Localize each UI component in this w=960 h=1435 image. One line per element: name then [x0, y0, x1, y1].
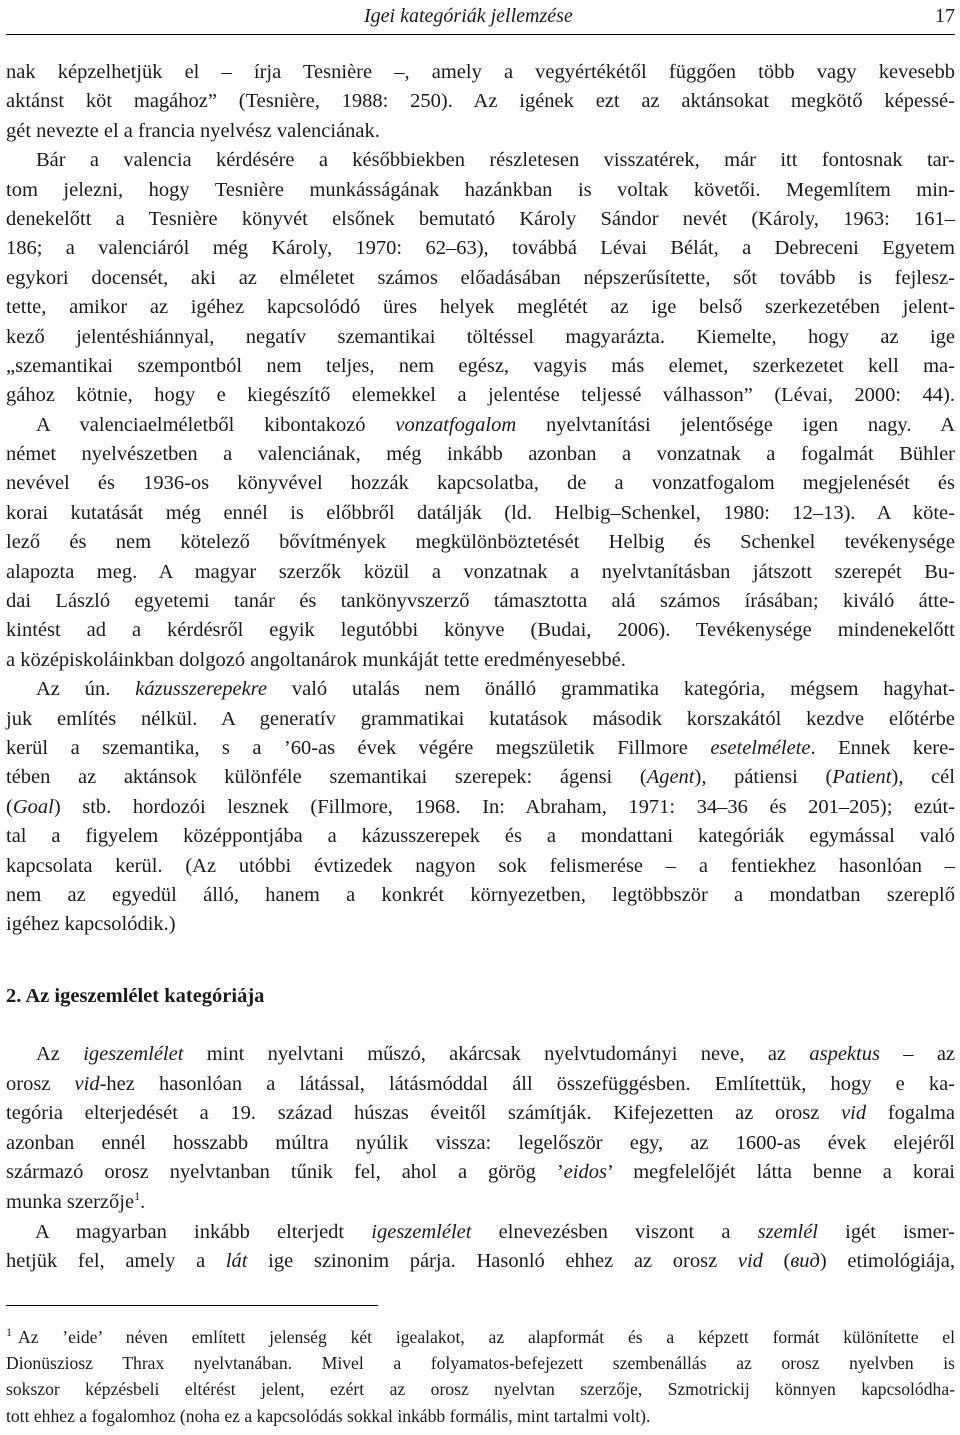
text-line: juk említés nélkül. A generatív grammatikai kutatások második korszakától kezdve előtérbe [6, 707, 955, 730]
italic-term: vid [74, 1072, 100, 1095]
text-line: kintést ad a kérdésről egyik legutóbbi könyve (Budai, 2006). Tevékenysége mindenekelőtt [6, 619, 955, 642]
text-run: igét ismer- [818, 1220, 956, 1243]
text-run: elnevezésben viszont a [471, 1220, 758, 1243]
running-header-title: Igei kategóriák jellemzése [364, 5, 573, 27]
text-run: tegória elterjedését a 19. század húszas éveitől számítják. Kifejezetten az orosz [6, 1102, 842, 1125]
footnote-mark: 1 [6, 1325, 12, 1340]
text-run: -hez hasonlóan a látással, látásmóddal áll összefüggésben. Említettük, hogy e ka- [99, 1072, 956, 1095]
text-run: Az ún. [36, 678, 136, 701]
text-run: származó orosz nyelvtanban tűnik fel, ahol a görög ’ [6, 1161, 564, 1184]
text-line: egykori docensét, aki az elméletet számos előadásában népszerűsítette, sőt tovább is fejlesz- [6, 266, 955, 289]
text-line: a középiskoláinkban dolgozó angoltanárok munkáját tette eredményesebbé. [6, 648, 626, 671]
text-line [6, 675, 955, 704]
running-header [6, 0, 955, 35]
text-line [6, 1070, 955, 1100]
text-line [6, 1040, 955, 1070]
text-line [6, 1158, 955, 1188]
text-run: A magyarban inkább elterjedt [35, 1220, 372, 1243]
text-run: A valenciaelméletből kibontakozó [36, 413, 396, 436]
text-line: kapcsolata kerül. (Az utóbbi évtizedek nagyon sok felismerése – a fentiekhez hasonlóan – [6, 854, 955, 877]
italic-term: eidos [563, 1161, 607, 1184]
italic-term: vid [841, 1102, 867, 1125]
text-line: tom jelezni, hogy Tesnière munkásságának hazánkban is voltak követői. Megemlítem min- [6, 178, 955, 201]
text-run: . Ennek kere- [810, 736, 955, 759]
text-run: tében az aktánsok különféle szemantikai szerepek: ágensi ( [6, 766, 647, 789]
text-run: nyelvtanítási jelentősége igen nagy. A [516, 413, 955, 436]
italic-term: kázusszerepekre [135, 678, 267, 701]
text-run: való utalás nem önálló grammatika kategória, mégsem hagyhat- [267, 678, 956, 701]
text-line: német nyelvészetben a valenciának, még inkább azonban a vonzatnak a fogalmát Bühler [6, 443, 955, 466]
footnote-reference[interactable]: 1 [134, 1189, 141, 1204]
text-line [6, 1188, 955, 1218]
text-line: 186; a valenciáról még Károly, 1970: 62–63), továbbá Lévai Bélát, a Debreceni Egyetem [6, 237, 955, 260]
italic-term: lát [225, 1250, 248, 1273]
text-line: nak képzelhetjük el – írja Tesnière –, amely a vegyértékétől függően több vagy kevesebb [6, 61, 955, 83]
text-run: kerül a szemantika, s a ’60-as évek végére megszületik Fillmore [6, 736, 711, 759]
text-run: ( [6, 795, 13, 818]
text-line: tal a figyelem középpontjába a kázusszerepek és a mondattani kategóriák egymással való [6, 825, 955, 848]
paragraph-aspect [6, 1040, 955, 1277]
text-run: hetjük fel, amely a [6, 1250, 226, 1273]
text-run: ige szinonim párja. Hasonló ehhez az orosz [247, 1250, 738, 1273]
text-run: ’ megfelelőjét látta benne a korai [606, 1161, 955, 1184]
text-line: aktánst köt magához” (Tesnière, 1988: 250). Az igének ezt az aktánsokat megkötő képessé- [6, 90, 955, 113]
text-run: . [140, 1190, 146, 1213]
text-line: alapozta meg. A magyar szerzők közül a vonzatnak a nyelvtanításban játszott szerepét Bu- [6, 560, 955, 583]
text-line [6, 793, 955, 822]
italic-term: aspektus [809, 1043, 880, 1065]
text-line: denekelőtt a Tesnière könyvét elsőnek bemutató Károly Sándor nevét (Károly, 1963: 161– [6, 207, 955, 230]
paragraph-valency [6, 58, 955, 940]
italic-term: vid [737, 1250, 763, 1273]
text-line: nem az egyedül álló, hanem a konkrét környezetben, legtöbbször a mondatban szereplő [6, 883, 955, 906]
text-run: ( [762, 1250, 791, 1273]
text-line [6, 411, 955, 440]
text-run: orosz [6, 1072, 75, 1095]
text-run: ), pátiensi ( [694, 766, 833, 789]
section-heading: 2. Az igeszemlélet kategóriája [6, 985, 265, 1007]
text-line: gét nevezte el a francia nyelvész valenciának. [6, 119, 380, 142]
text-line: azonban ennél hosszabb múltra nyúlik vissza: legelőször egy, az 1600-as évek elejéről [6, 1131, 955, 1154]
italic-term: szemlél [757, 1220, 819, 1243]
italic-term: igeszemlélet [83, 1043, 184, 1065]
text-line: dai László egyetemi tanár és tankönyvszerző támasztotta alá számos írásában; kiváló átte- [6, 590, 955, 613]
footnote-line: tott ehhez a fogalomhoz (noha ez a kapcsolódás sokkal inkább formális, mint tartalmi volt). [6, 1405, 651, 1426]
text-line: „szemantikai szempontból nem teljes, nem egész, vagyis más elemet, szerkezetet kell ma- [6, 354, 955, 377]
italic-term: вид [790, 1250, 820, 1273]
text-line: Bár a valencia kérdésére a későbbiekben részletesen visszatérek, már itt fontosnak tar- [36, 149, 955, 172]
italic-term: vonzatfogalom [395, 413, 517, 436]
italic-term: igeszemlélet [371, 1220, 472, 1243]
text-run: Az ’eide’ néven említett jelenség két igealakot, az alapformát és a képzett formát különítette el [18, 1327, 955, 1347]
text-run: – az [879, 1043, 956, 1065]
text-line [6, 734, 955, 763]
text-run: fogalma [866, 1102, 955, 1125]
text-line: korai kutatását még ennél is előbbről datálják (ld. Helbig–Schenkel, 1980: 12–13). A köte- [6, 501, 955, 524]
text-run: ) etimológiája, [819, 1250, 956, 1273]
italic-term: esetelmélete [710, 736, 811, 759]
text-line [6, 1218, 955, 1248]
footnote [6, 1324, 955, 1429]
footnote-line: sokszor képzésbeli eltérést jelent, ezért az orosz nyelvtan szerzője, Szmotrickij könnyen kapcsolódha- [6, 1379, 955, 1400]
text-line [6, 1247, 955, 1277]
footnote-line: Dionüsziosz Thrax nyelvtanában. Mivel a folyamatos-befejezett szembenállás az orosz nyelvben is [6, 1353, 955, 1374]
text-run: ) stb. hordozói lesznek (Fillmore, 1968. In: Abraham, 1971: 34–36 és 201–205); ezút- [53, 795, 955, 818]
footnote-line [6, 1324, 955, 1350]
text-line: igéhez kapcsolódik.) [6, 913, 176, 936]
text-run: ), cél [891, 766, 955, 789]
text-line: nevével és 1936-os könyvével hozzák kapcsolatba, de a vonzatfogalom megjelenését és [6, 472, 955, 495]
text-line: lező és nem kötelező bővítmények megkülönböztetését Helbig és Schenkel tevékenysége [6, 531, 955, 554]
footnote-separator [6, 1305, 378, 1306]
text-line [6, 1099, 955, 1129]
text-line: tette, amikor az igéhez kapcsolódó üres helyek meglétét az ige belső szerkezetében jelent- [6, 296, 955, 319]
text-run: munka szerzője [6, 1190, 135, 1213]
text-line: gához kötnie, hogy e kiegészítő elemekkel a jelentése teljessé válhasson” (Lévai, 2000: 44). [6, 384, 955, 407]
italic-term: Agent [646, 766, 695, 789]
text-line [6, 763, 955, 792]
italic-term: Goal [12, 795, 54, 818]
text-run: Az [36, 1043, 84, 1065]
page-number: 17 [935, 5, 955, 27]
italic-term: Patient [832, 766, 892, 789]
text-line: kező jelentéshiánnyal, negatív szemantikai töltéssel magyarázta. Kiemelte, hogy az ige [6, 325, 955, 348]
text-run: mint nyelvtani műszó, akárcsak nyelvtudományi neve, az [183, 1043, 810, 1065]
